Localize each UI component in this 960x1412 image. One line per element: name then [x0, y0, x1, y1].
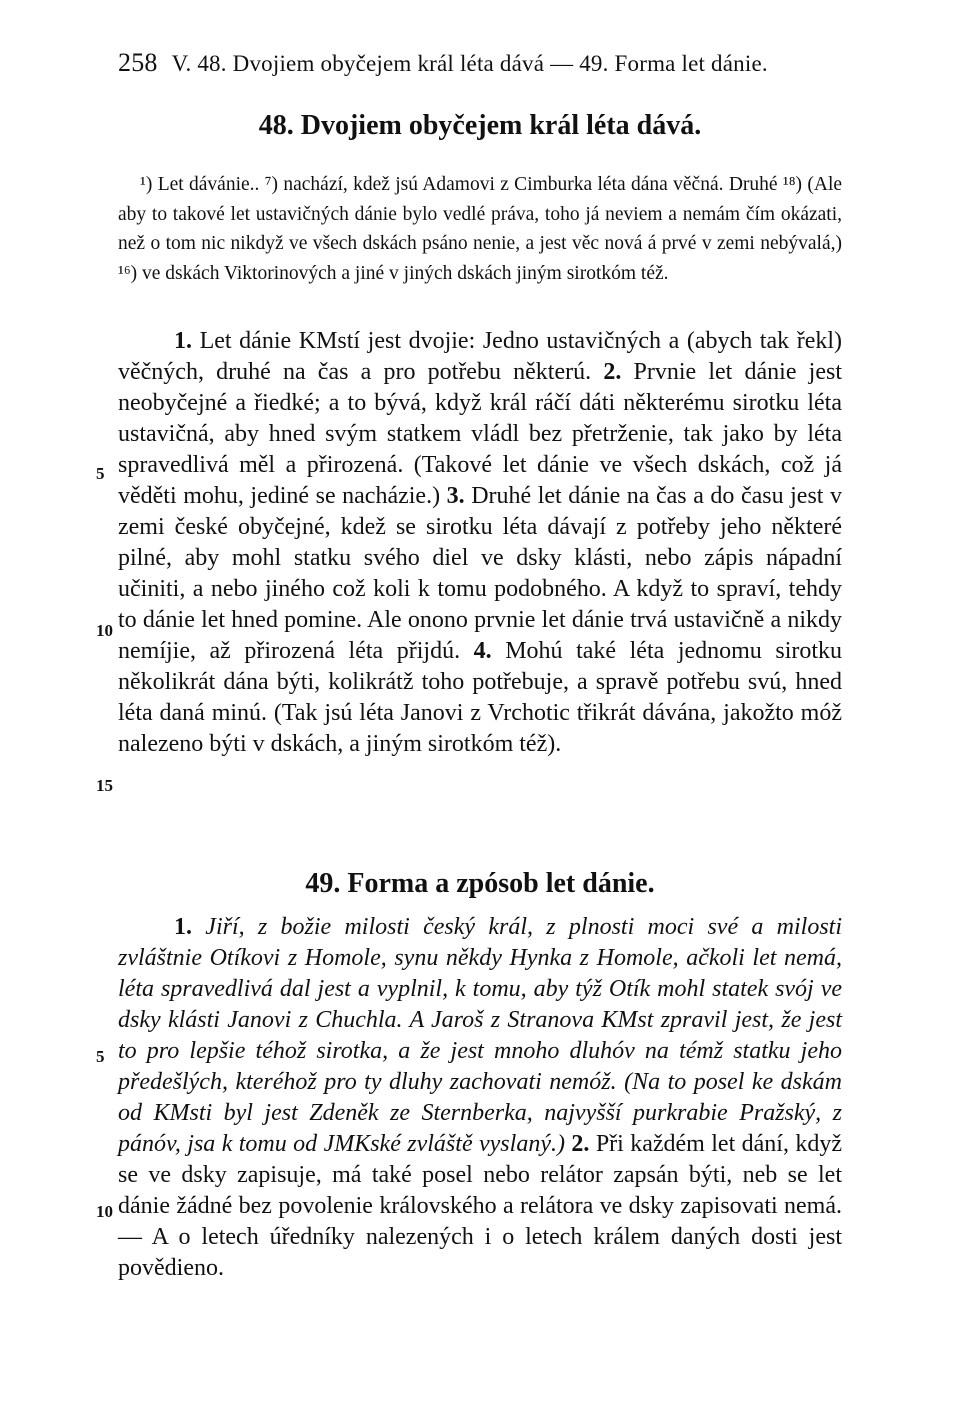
- paragraph-text: Druhé let dánie na čas a do času jest v zemi české obyčejné, kdež se sirotku léta dávají z potřeby jeho některé pilné, aby mohl statku svého diel ve dsky klásti, nebo zápis nápadní učiniti, a nebo jiného což koli k tomu podobného. A když to spraví, tehdy to dánie let hned pomine. Ale onono prvnie let dánie trvá ustavičně a nikdy nemíjie, až přirozená léta přijdú.: [118, 483, 843, 664]
- paragraph: [118, 912, 842, 1284]
- section-49-heading: 49. Forma a zpósob let dánie.: [305, 868, 655, 899]
- paragraph-text: Při každém let dání, když se ve dsky zapisuje, má také posel nebo relátor zapsán býti, neb se let dánie žádné bez povolenie královského a relátora ve dsky zapisovati nemá. — A o letech úředníky nalezených i o letech králem daných dosti jest povědieno.: [118, 1131, 843, 1281]
- page-number: 258: [118, 48, 158, 77]
- note-marker: ¹⁶): [118, 262, 138, 284]
- note-marker: ⁷): [264, 174, 279, 195]
- line-number: 15: [96, 776, 113, 795]
- paragraph-number: 4.: [473, 638, 492, 664]
- section-49-body: [118, 912, 842, 1284]
- running-head: [118, 48, 848, 78]
- section-48-heading: 48. Dvojiem obyčejem král léta dává.: [258, 110, 702, 141]
- note-marker: ¹): [140, 174, 153, 195]
- paragraph: [118, 326, 842, 760]
- note-text: (Ale aby to takové let ustavičných dánie bylo vedlé práva, toho já neviem a nemám čím okázati, než o tom nic nikdyž ve všech dskách psáno nenie, a jest věc nová á prvé v zemi nebývalá,): [118, 174, 843, 254]
- note-text: nachází, kdež jsú Adamovi z Cimburka léta dána věčná.: [283, 174, 724, 195]
- note-lead: Druhé: [728, 174, 778, 195]
- line-number: 10: [96, 1202, 113, 1221]
- section-48-notes: [118, 170, 842, 288]
- note-text: ve dskách Viktorinových a jiné v jiných dskách jiným sirotkóm též.: [142, 262, 669, 284]
- paragraph-number: 1.: [174, 914, 192, 940]
- note-marker: ¹⁸): [782, 174, 803, 195]
- paragraph-number: 1.: [174, 328, 192, 354]
- apparatus-note: [118, 170, 842, 288]
- running-head-text: V. 48. Dvojiem obyčejem král léta dává — 49. Forma let dánie.: [171, 51, 768, 76]
- charter-text: Jiří, z božie milosti český král, z plnosti moci své a milosti zvláštnie Otíkovi z Homole, synu někdy Hynka z Homole, ačkoli let nemá, léta spravedlivá dal jest a vyplnil, k tomu, aby týž Otík mohl statek svój ve dsky klásti Janovi z Chuchla. A Jaroš z Stranova KMst zpravil jest, že jest to pro lepšie téhož sirotka, a že jest mnoho dluhóv na témž statku jeho předešlých, kteréhož pro ty dluhy zachovati nemóž. (Na to posel ke dskám od KMsti byl jest Zdeněk ze Sternberka, najvyšší purkrabie Pražský, z pánóv, jsa k tomu od JMKské zvláště vyslaný.): [118, 914, 843, 1157]
- paragraph-number: 2.: [571, 1131, 590, 1157]
- paragraph-text: Mohú také léta jednomu sirotku několikrát dána býti, kolikrátž toho potřebuje, a spravě potřebu svú, hned léta daná minú. (Tak jsú léta Janovi z Vrchotic třikrát dávána, jakožto móž nalezeno býti v dskách, a jiným sirotkóm též).: [118, 638, 843, 757]
- section-48-body: [118, 326, 842, 760]
- paragraph-number: 3.: [446, 483, 465, 509]
- line-number: 5: [96, 1047, 105, 1066]
- paragraph-text: Let dánie KMstí jest dvojie: Jedno ustavičných a (abych tak řekl) věčných, druhé na čas a pro potřebu některú.: [118, 328, 843, 385]
- paragraph-number: 2.: [603, 359, 622, 385]
- line-number: 10: [96, 621, 113, 640]
- line-number: 5: [96, 464, 105, 483]
- note-text: Let dávánie..: [157, 174, 260, 195]
- paragraph-text: Prvnie let dánie jest neobyčejné a řiedké; a to bývá, když král ráčí dáti některému sirotku léta ustavičná, aby hned svým statkem vládl bez přetrženie, tak jako by léta spravedlivá měl a přirozená. (Takové let dánie ve všech dskách, což já věděti mohu, jediné se nacházie.): [118, 359, 843, 509]
